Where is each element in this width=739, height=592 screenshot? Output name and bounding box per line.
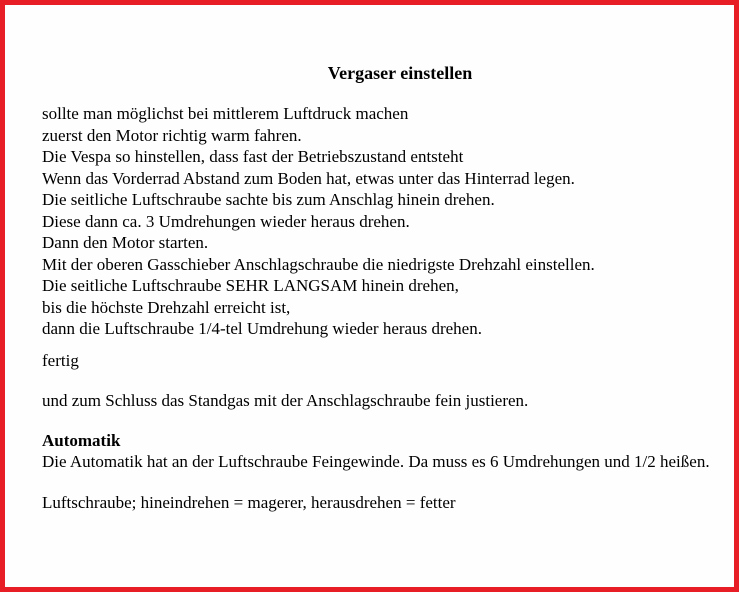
instructions-paragraph: [42, 103, 710, 340]
instruction-line: sollte man möglichst bei mittlerem Luftdruck machen: [42, 104, 409, 123]
instruction-line: Die Vespa so hinstellen, dass fast der Betriebszustand entsteht: [42, 147, 464, 166]
instruction-line: bis die höchste Drehzahl erreicht ist,: [42, 297, 291, 317]
instruction-line: Die seitliche Luftschraube SEHR LANGSAM hinein drehen,: [42, 276, 459, 295]
instruction-line: zuerst den Motor richtig warm fahren.: [42, 125, 302, 145]
instruction-line: Dann den Motor starten.: [42, 233, 209, 252]
instruction-line: Wenn das Vorderrad Abstand zum Boden hat, etwas unter das Hinterrad legen.: [42, 168, 575, 188]
instruction-line: dann die Luftschraube 1/4-tel Umdrehung wieder heraus drehen.: [42, 319, 482, 338]
instruction-line: Die seitliche Luftschraube sachte bis zum Anschlag hinein drehen.: [42, 190, 495, 209]
done-note: fertig: [42, 350, 79, 370]
instruction-line: Mit der oberen Gasschieber Anschlagschraube die niedrigste Drehzahl einstellen.: [42, 254, 595, 274]
document-title: Vergaser einstellen: [327, 63, 473, 83]
final-note: und zum Schluss das Standgas mit der Anschlagschraube fein justieren.: [42, 391, 529, 410]
automatik-text: Die Automatik hat an der Luftschraube Feingewinde. Da muss es 6 Umdrehungen und 1/2 heißen.: [42, 452, 710, 471]
automatik-heading: Automatik: [42, 430, 121, 450]
instruction-line: Diese dann ca. 3 Umdrehungen wieder heraus drehen.: [42, 211, 410, 231]
tuning-rule: Luftschraube; hineindrehen = magerer, herausdrehen = fetter: [42, 492, 456, 512]
